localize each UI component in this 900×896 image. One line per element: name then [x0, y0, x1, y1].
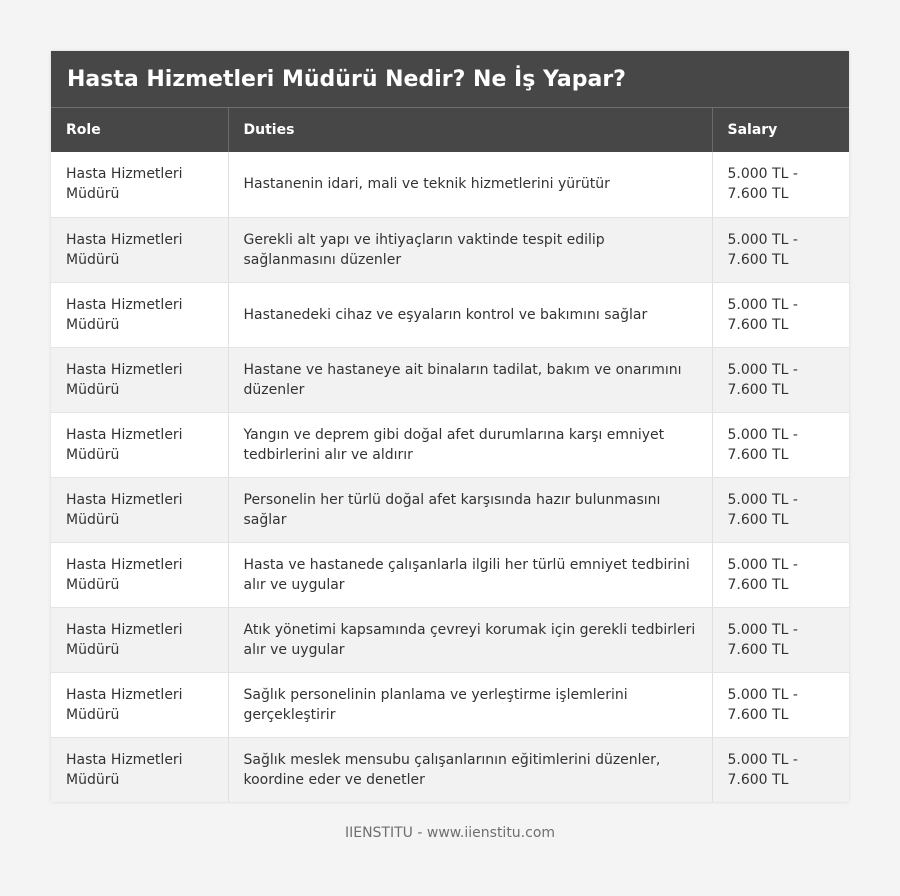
column-header-salary: Salary: [727, 122, 778, 138]
column-header-duties: Duties: [228, 108, 712, 152]
cell-role: Hasta Hizmetleri Müdürü: [51, 412, 228, 477]
table-row: [51, 737, 849, 802]
cell-duty: Hasta ve hastanede çalışanlarla ilgili her türlü emniyet tedbirini alır ve uygular: [228, 542, 712, 607]
cell-salary: 5.000 TL - 7.600 TL: [712, 477, 849, 542]
cell-duty: Atık yönetimi kapsamında çevreyi korumak için gerekli tedbirleri alır ve uygular: [228, 607, 712, 672]
footer-credit: IIENSTITU - www.iienstitu.com: [344, 825, 556, 841]
cell-salary: 5.000 TL - 7.600 TL: [727, 751, 798, 788]
table-header-row: [51, 108, 849, 152]
cell-salary: 5.000 TL - 7.600 TL: [712, 672, 849, 737]
table-row: [51, 152, 849, 217]
cell-role: Hasta Hizmetleri Müdürü: [51, 347, 228, 412]
table-row: [51, 477, 849, 542]
cell-duty: Hastane ve hastaneye ait binaların tadilat, bakım ve onarımını düzenler: [228, 347, 712, 412]
cell-duty: Personelin her türlü doğal afet karşısında hazır bulunmasını sağlar: [228, 477, 712, 542]
cell-role: Hasta Hizmetleri Müdürü: [51, 607, 228, 672]
table-row: [51, 542, 849, 607]
table-card: [51, 51, 849, 802]
cell-salary: 5.000 TL - 7.600 TL: [712, 347, 849, 412]
cell-salary: 5.000 TL - 7.600 TL: [712, 412, 849, 477]
salary-table: [51, 108, 849, 802]
cell-duty: Sağlık personelinin planlama ve yerleştirme işlemlerini gerçekleştirir: [228, 672, 712, 737]
table-row: [51, 282, 849, 347]
cell-salary: 5.000 TL - 7.600 TL: [712, 282, 849, 347]
cell-salary: 5.000 TL - 7.600 TL: [712, 542, 849, 607]
cell-role: Hasta Hizmetleri Müdürü: [51, 737, 228, 802]
cell-duty: Gerekli alt yapı ve ihtiyaçların vaktinde tespit edilip sağlanmasını düzenler: [228, 217, 712, 282]
table-title: Hasta Hizmetleri Müdürü Nedir? Ne İş Yapar?: [51, 51, 849, 108]
table-row: [51, 217, 849, 282]
cell-duty: Hastanedeki cihaz ve eşyaların kontrol ve bakımını sağlar: [228, 282, 712, 347]
cell-role: Hasta Hizmetleri Müdürü: [51, 282, 228, 347]
cell-duty: Hastanenin idari, mali ve teknik hizmetlerini yürütür: [228, 152, 712, 217]
cell-role: Hasta Hizmetleri Müdürü: [51, 477, 228, 542]
table-row: [51, 607, 849, 672]
cell-salary: 5.000 TL - 7.600 TL: [712, 152, 849, 217]
cell-role: Hasta Hizmetleri Müdürü: [51, 217, 228, 282]
table-body: [51, 152, 849, 802]
cell-role: Hasta Hizmetleri Müdürü: [51, 672, 228, 737]
cell-duty: Sağlık meslek mensubu çalışanlarının eğitimlerini düzenler, koordine eder ve denetler: [228, 737, 712, 802]
table-row: [51, 347, 849, 412]
column-header-role: Role: [51, 108, 228, 152]
cell-role: Hasta Hizmetleri Müdürü: [51, 542, 228, 607]
table-row: [51, 412, 849, 477]
cell-salary: 5.000 TL - 7.600 TL: [712, 217, 849, 282]
table-row: [51, 672, 849, 737]
cell-role: Hasta Hizmetleri Müdürü: [51, 152, 228, 217]
cell-salary: 5.000 TL - 7.600 TL: [712, 607, 849, 672]
cell-duty: Yangın ve deprem gibi doğal afet durumlarına karşı emniyet tedbirlerini alır ve aldırır: [228, 412, 712, 477]
